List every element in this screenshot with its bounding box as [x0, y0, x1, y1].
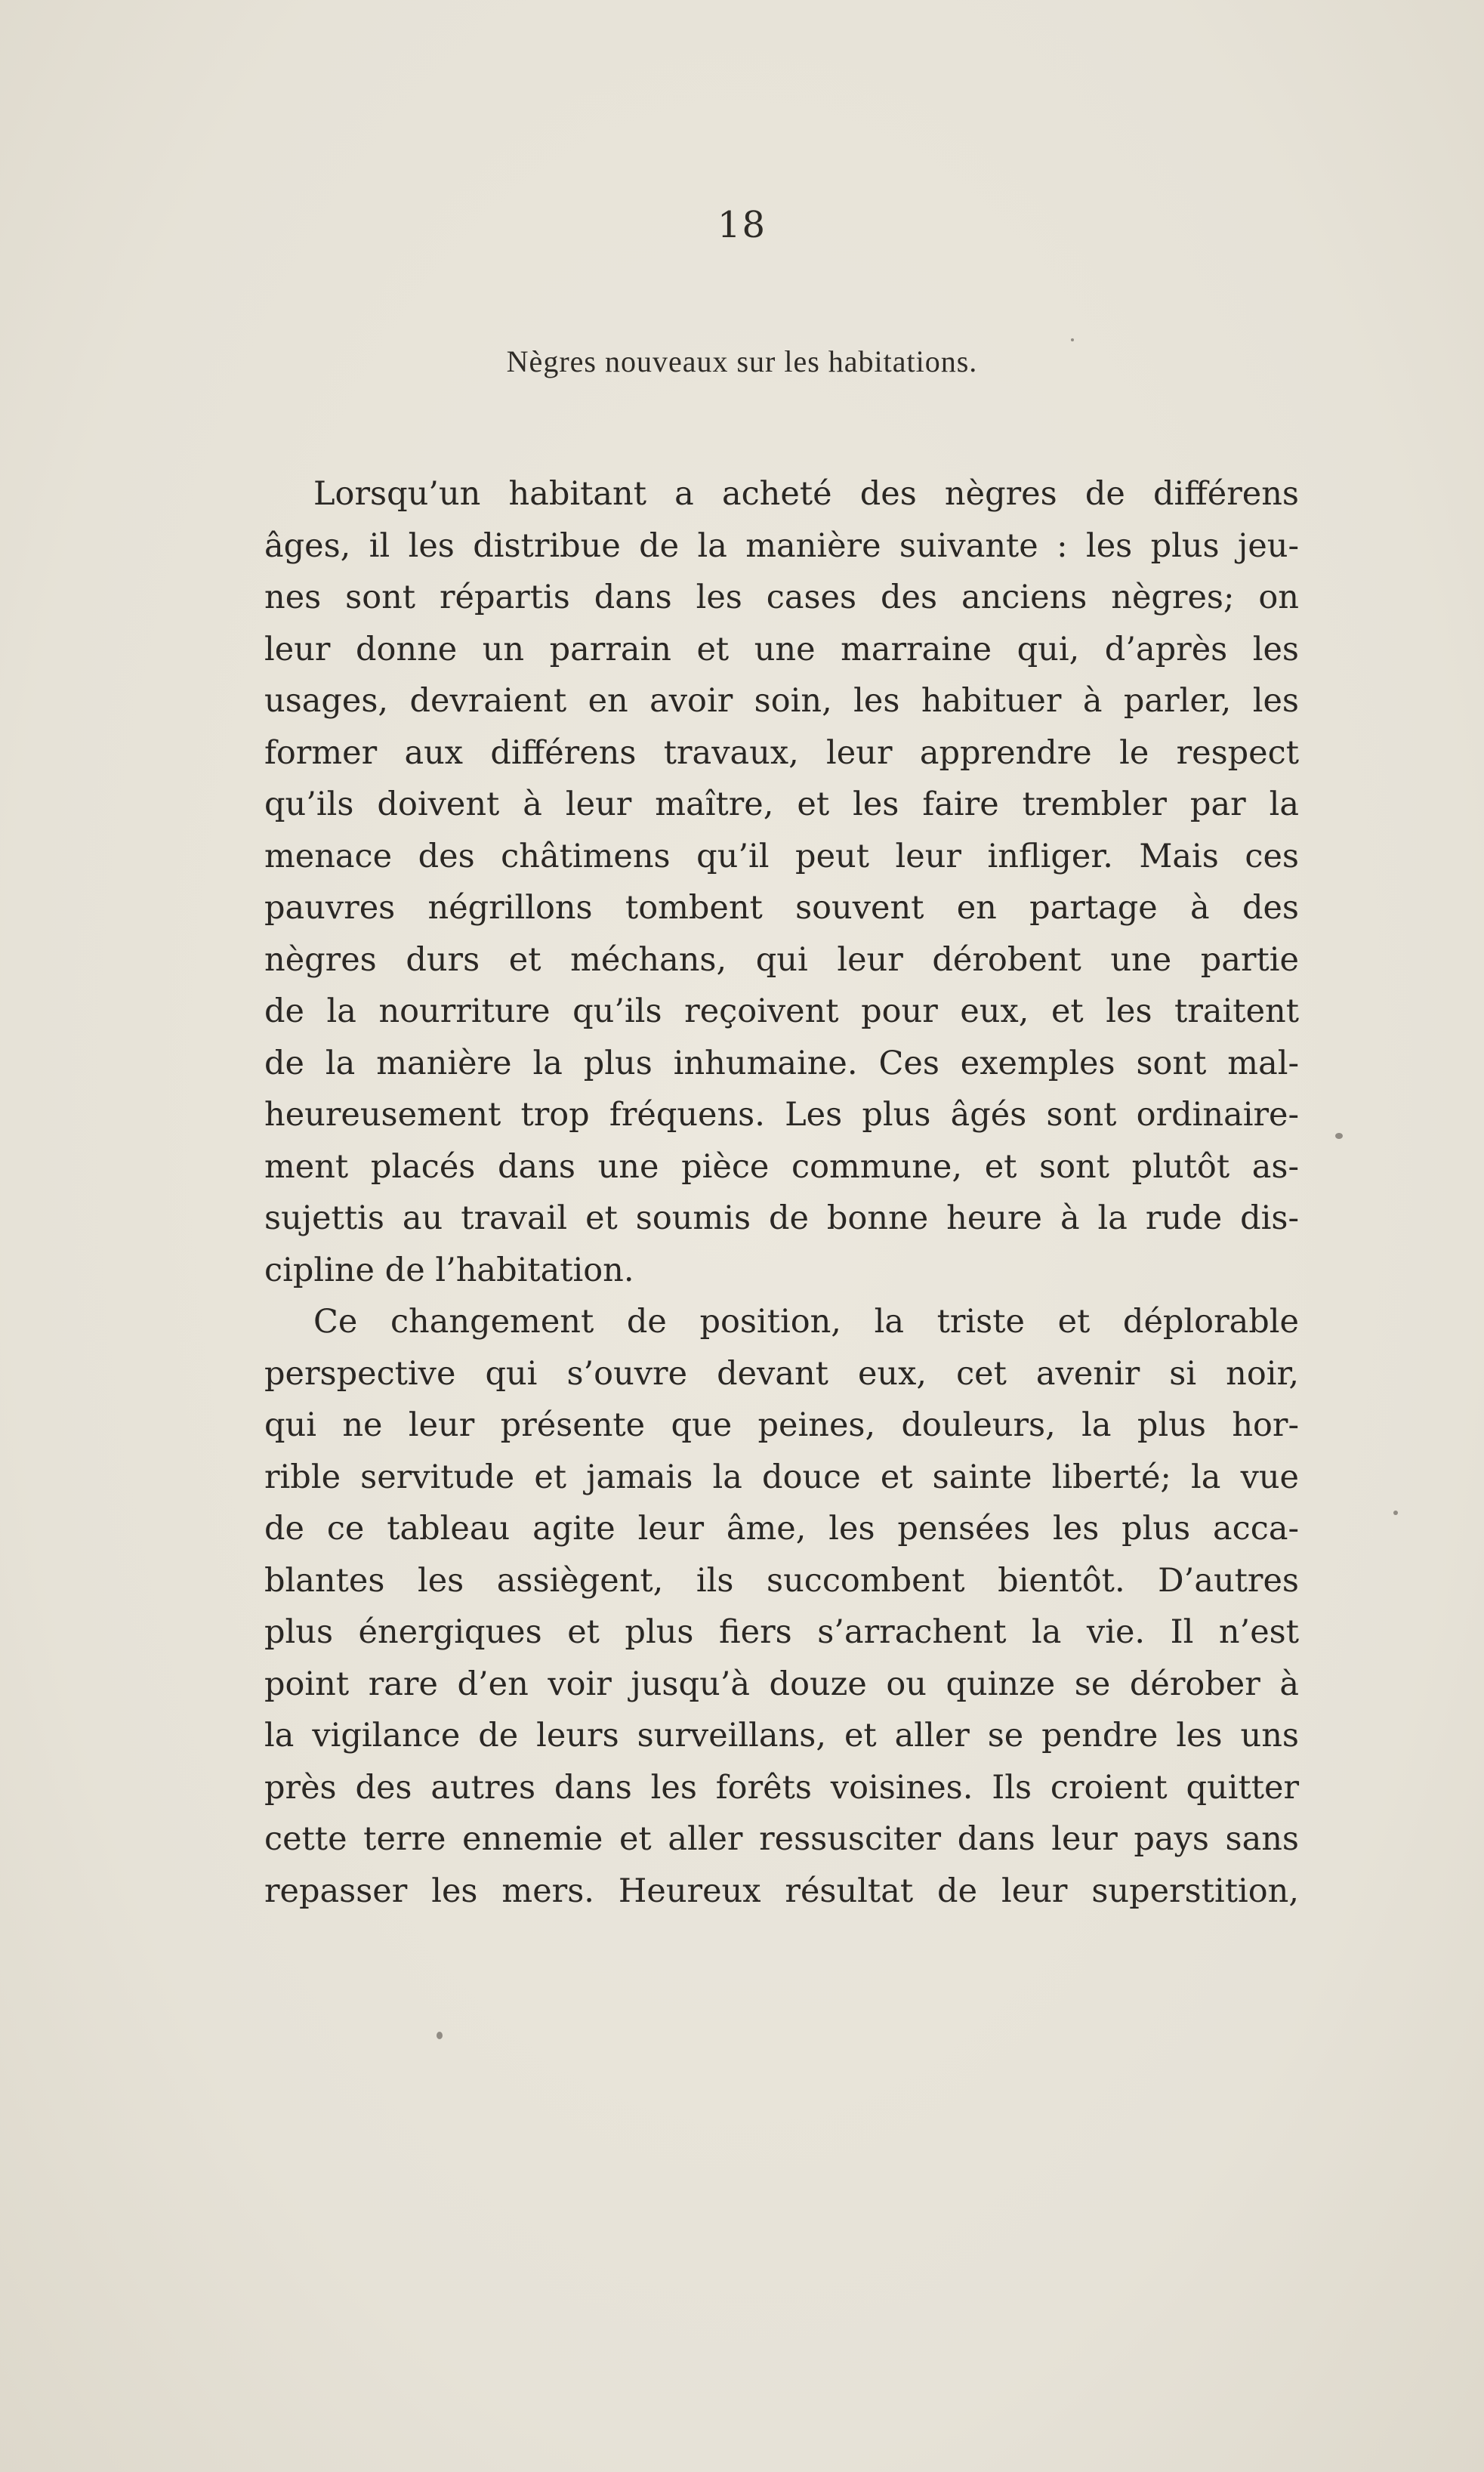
text-line: la vigilance de leurs surveillans, et aller se pendre les uns	[264, 1717, 1299, 1754]
text-line: sujettis au travail et soumis de bonne heure à la rude dis-	[264, 1199, 1299, 1237]
text-line: perspective qui s’ouvre devant eux, cet avenir si noir,	[264, 1354, 1299, 1393]
paper-speck	[1393, 1511, 1398, 1515]
paragraph-2	[264, 1296, 1299, 1917]
paper-speck	[1071, 338, 1074, 341]
text-line: rible servitude et jamais la douce et sainte liberté; la vue	[264, 1458, 1299, 1496]
text-line: point rare d’en voir jusqu’à douze ou quinze se dérober à	[264, 1665, 1299, 1703]
paragraph-1	[264, 468, 1299, 1296]
text-line: nègres durs et méchans, qui leur dérobent une partie	[264, 940, 1299, 979]
text-line: de la manière la plus inhumaine. Ces exemples sont mal-	[264, 1044, 1299, 1082]
text-line: nes sont répartis dans les cases des anciens nègres; on	[264, 579, 1299, 616]
paper-speck	[1335, 1133, 1343, 1139]
text-line: leur donne un parrain et une marraine qui, d’après les	[264, 630, 1299, 668]
page-number: 18	[717, 204, 767, 246]
text-line: près des autres dans les forêts voisines. Ils croient quitter	[264, 1768, 1299, 1807]
section-heading: Nègres nouveaux sur les habitations.	[506, 344, 978, 378]
text-line: qu’ils doivent à leur maître, et les faire trembler par la	[264, 785, 1299, 823]
text-line: blantes les assiègent, ils succombent bientôt. D’autres	[264, 1561, 1299, 1600]
text-line: menace des châtimens qu’il peut leur infliger. Mais ces	[264, 837, 1299, 875]
text-line: repasser les mers. Heureux résultat de leur superstition,	[264, 1872, 1299, 1910]
body-text	[264, 468, 1299, 1917]
text-line: former aux différens travaux, leur apprendre le respect	[264, 733, 1299, 772]
text-line: de ce tableau agite leur âme, les pensées les plus acca-	[264, 1510, 1299, 1548]
text-line: ment placés dans une pièce commune, et sont plutôt as-	[264, 1147, 1299, 1186]
text-line: âges, il les distribue de la manière suivante : les plus jeu-	[264, 526, 1299, 565]
text-line: Ce changement de position, la triste et déplorable	[313, 1303, 1299, 1341]
text-line: pauvres négrillons tombent souvent en partage à des	[264, 889, 1299, 927]
text-line: usages, devraient en avoir soin, les habituer à parler, les	[264, 682, 1299, 720]
text-line: qui ne leur présente que peines, douleurs, la plus hor-	[264, 1406, 1299, 1444]
text-line: cipline de l’habitation.	[264, 1251, 634, 1289]
text-line: de la nourriture qu’ils reçoivent pour eux, et les traitent	[264, 992, 1299, 1030]
text-line: cette terre ennemie et aller ressusciter dans leur pays sans	[264, 1820, 1299, 1858]
text-line: plus énergiques et plus fiers s’arrachent la vie. Il n’est	[264, 1613, 1299, 1651]
text-line: heureusement trop fréquens. Les plus âgés sont ordinaire-	[264, 1096, 1299, 1134]
paper-speck	[437, 2032, 443, 2039]
text-line: Lorsqu’un habitant a acheté des nègres de différens	[313, 475, 1299, 513]
